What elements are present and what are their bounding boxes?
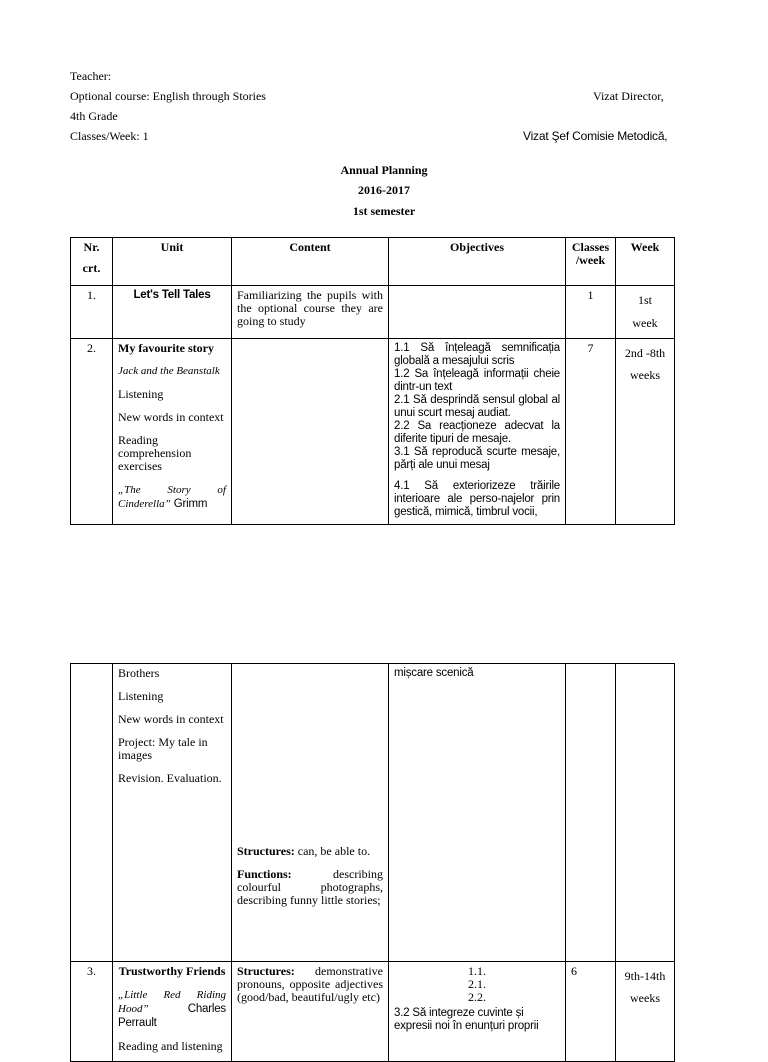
- header-week: Week: [616, 238, 675, 286]
- row1-unit: Let's Tell Tales: [113, 286, 232, 339]
- row2-listening: Listening: [118, 387, 164, 401]
- row3-structures-text: demonstrative pronouns, opposite adjectives (good/bad, beautiful/ugly etc): [237, 964, 383, 1004]
- grade-label: 4th Grade: [70, 109, 118, 123]
- row2cont-content-spacer: [237, 667, 383, 845]
- row3-obj2: 2.1.: [468, 977, 486, 991]
- row2-week-line2: weeks: [630, 368, 660, 382]
- teacher-label: Teacher:: [70, 69, 112, 83]
- row2cont-nr: [71, 664, 113, 962]
- row2-new-words: New words in context: [118, 410, 224, 424]
- row2-objectives: [389, 339, 566, 525]
- row1-objectives: [389, 286, 566, 339]
- row2-obj2: 1.2 Sa înțeleagă informații cheie dintr-un text: [394, 368, 560, 393]
- row2cont-unit: [113, 664, 232, 962]
- director-approval: Vizat Director,: [593, 89, 664, 103]
- header-classes: [566, 238, 616, 286]
- row3-unit-title: Trustworthy Friends: [118, 964, 226, 978]
- row3-unit: [113, 962, 232, 1062]
- table-row: [71, 962, 675, 1062]
- row2-obj1: 1.1 Să înțeleagă semnificația globală a mesajului scris: [394, 342, 560, 367]
- header-classes-line2: /week: [575, 253, 606, 267]
- row2-obj5: 3.1 Să reproducă scurte mesaje, părți ale unui mesaj: [394, 446, 560, 471]
- semester: 1st semester: [352, 204, 416, 218]
- table-row: [71, 339, 675, 525]
- row3-week-line1: 9th-14th: [624, 969, 666, 983]
- row2cont-listening: Listening: [118, 689, 164, 703]
- row2cont-structures-label: Structures:: [237, 844, 295, 858]
- row1-classes: 1: [566, 286, 616, 339]
- row2cont-functions-label: Functions:: [237, 867, 292, 881]
- row2-reading: Reading comprehension exercises: [118, 433, 192, 473]
- row2cont-content: [232, 664, 389, 962]
- header-nr-line1: Nr.: [83, 240, 100, 254]
- row3-structures-label: Structures:: [237, 964, 295, 978]
- row2-unit-title: My favourite story: [118, 341, 214, 355]
- row1-nr: 1.: [71, 286, 113, 339]
- table-header-row: [71, 238, 675, 286]
- row2cont-structures: [237, 845, 383, 858]
- row3-cut-text: Reading and listening: [118, 1039, 223, 1053]
- row3-author: Charles Perrault: [118, 1003, 226, 1029]
- row2cont-structures-text: can, be able to.: [294, 844, 371, 858]
- row2-obj3: 2.1 Să desprindă sensul global al unui scurt mesaj audiat.: [394, 394, 560, 419]
- row2-story1: Jack and the Beanstalk: [118, 365, 220, 377]
- row2cont-new-words: New words in context: [118, 712, 224, 726]
- row2cont-functions: [237, 868, 383, 907]
- row2-author2: Grimm: [173, 498, 208, 510]
- row2cont-classes: [566, 664, 616, 962]
- course-label: Optional course: English through Stories: [70, 89, 266, 103]
- row1-content: Familiarizing the pupils with the optional course they are going to study: [232, 286, 389, 339]
- row1-week-line2: week: [632, 316, 658, 330]
- table-row: [71, 286, 675, 339]
- methodical-commission-approval: Vizat Şef Comisie Metodică,: [523, 129, 668, 143]
- row2-obj4: 2.2 Sa reacționeze adecvat la diferite tipuri de mesaje.: [394, 420, 560, 445]
- school-year: 2016-2017: [358, 183, 410, 197]
- row2-unit: [113, 339, 232, 525]
- row3-obj4: 3.2 Să integreze cuvinte și expresii noi în enunțuri proprii: [394, 1007, 539, 1032]
- row2cont-functions-text: describing colourful photographs, describing funny little stories;: [237, 867, 383, 907]
- row3-classes: 6: [566, 962, 616, 1062]
- row2-story2-line: [118, 483, 226, 511]
- header-unit: Unit: [113, 238, 232, 286]
- row2-week-line1: 2nd -8th: [624, 346, 666, 360]
- row2-classes: 7: [566, 339, 616, 525]
- header-classes-line1: Classes: [571, 240, 610, 254]
- planning-table-page1: [70, 237, 675, 525]
- header-content: Content: [232, 238, 389, 286]
- doc-title: Annual Planning: [340, 163, 428, 177]
- row3-content: [232, 962, 389, 1062]
- header-objectives: Objectives: [389, 238, 566, 286]
- row2cont-objectives: mișcare scenică: [389, 664, 566, 962]
- classes-per-week-label: Classes/Week: 1: [70, 129, 149, 143]
- row2cont-week: [616, 664, 675, 962]
- header-nr: [71, 238, 113, 286]
- row1-week: [616, 286, 675, 339]
- row3-story: „Little Red Riding Hood”: [118, 989, 226, 1015]
- row2cont-project: Project: My tale in images: [118, 735, 208, 762]
- row3-nr: 3.: [71, 962, 113, 1062]
- row2-week: [616, 339, 675, 525]
- row3-obj1: 1.1.: [468, 964, 486, 978]
- row2-obj6: 4.1 Să exteriorizeze trăirile interioare ale perso-najelor prin gestică, mimică, timbrul vocii,: [394, 480, 560, 518]
- row2cont-revision: Revision. Evaluation.: [118, 771, 222, 785]
- row3-week-line2: weeks: [630, 991, 660, 1005]
- header-nr-line2: crt.: [82, 261, 101, 275]
- row3-obj3: 2.2.: [468, 990, 486, 1004]
- row2cont-brothers: Brothers: [118, 666, 160, 680]
- row2-content: [232, 339, 389, 525]
- row3-objectives: [389, 962, 566, 1062]
- table-row: [71, 664, 675, 962]
- planning-table-page2: [70, 663, 675, 1062]
- row2-story2: „The Story of Cinderella”: [118, 484, 226, 510]
- row2-nr: 2.: [71, 339, 113, 525]
- row1-week-line1: 1st: [637, 293, 652, 307]
- row3-week: [616, 962, 675, 1062]
